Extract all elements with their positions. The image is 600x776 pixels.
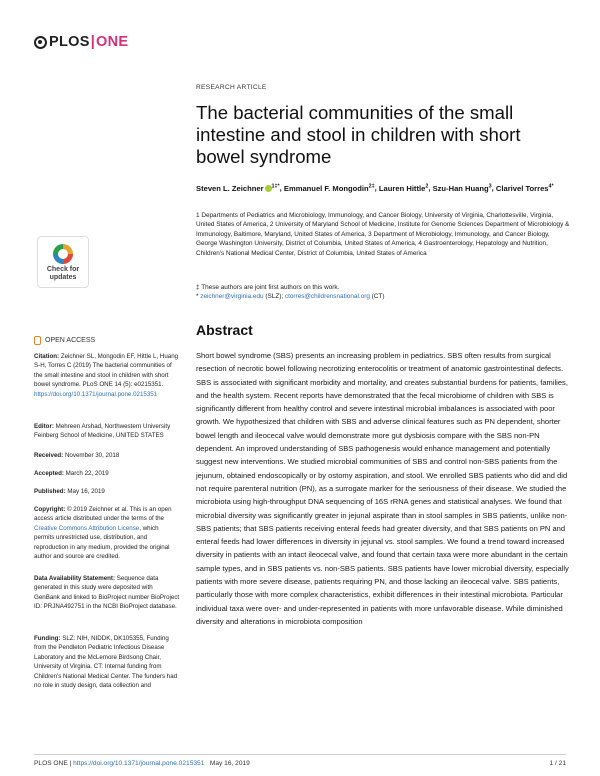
abstract-heading: Abstract xyxy=(196,322,253,338)
funding-block: Funding: SLZ: NIH, NIDDK, DK105355, Funding from the Pendleton Pediatric Infectious Disease Laboratory and the McLemore Birdsong Chair, University of Virginia. CT: Internal funding from Children's National Medical Center. The funders had no role in study design, data collection and xyxy=(34,635,178,690)
logo-plos-text: PLOS xyxy=(49,34,90,50)
citation-doi-link[interactable]: https://doi.org/10.1371/journal.pone.0215351 xyxy=(34,390,158,398)
open-access-lock-icon xyxy=(34,336,41,345)
plos-logo-icon xyxy=(34,36,47,49)
open-access-label: OPEN ACCESS xyxy=(45,337,96,344)
license-link[interactable]: Creative Commons Attribution License xyxy=(34,524,140,532)
footer-date: May 16, 2019 xyxy=(209,760,250,767)
email-link[interactable]: ctorres@childrensnational.org xyxy=(284,293,370,301)
joint-author-note: ‡ These authors are joint first authors on this work. xyxy=(196,284,340,291)
accepted-block: Accepted: March 22, 2019 xyxy=(34,470,109,477)
author[interactable]: Clarivel Torres$^{4*}$ xyxy=(495,183,554,193)
received-block: Received: November 30, 2018 xyxy=(34,452,120,459)
footer-doi-link[interactable]: https://doi.org/10.1371/journal.pone.0215351 xyxy=(73,760,205,767)
editor-block: Editor: Mehreen Arshad, Northwestern University Feinberg School of Medicine, UNITED STATES xyxy=(34,423,171,440)
published-block: Published: May 16, 2019 xyxy=(34,488,105,495)
data-availability-block: Data Availability Statement: Sequence data generated in this study were deposited with GenBank and linked to BioProject number BioProject ID: PRJNA492751 in the NCBI BioProject database. xyxy=(34,575,180,611)
author[interactable]: Szu-Han Huang$^3$ xyxy=(432,183,492,193)
author[interactable]: Lauren Hittle$^2$ xyxy=(378,183,429,193)
logo-separator: | xyxy=(90,34,96,50)
page-number: 1 / 21 xyxy=(549,760,566,767)
author[interactable]: Emmanuel F. Mongodin$^{2\ddagger}$ xyxy=(283,183,375,193)
footer-citation: PLOS ONE | https://doi.org/10.1371/journal.pone.0215351 May 16, 2019 xyxy=(34,760,250,767)
footer-divider xyxy=(34,754,566,755)
sidebar xyxy=(34,236,180,288)
orcid-icon[interactable] xyxy=(265,185,272,192)
article-type: RESEARCH ARTICLE xyxy=(196,84,267,91)
logo-one-text: ONE xyxy=(96,34,129,50)
correspondence-emails: * zeichner@virginia.edu (SLZ); ctorres@childrensnational.org (CT) xyxy=(196,293,385,301)
citation-block: Citation: Zeichner SL, Mongodin EF, Hittle L, Huang S-H, Torres C (2019) The bacterial communities of the small intestine and stool in children with short bowel syndrome. PLoS ONE 14 (5): e0215351. https://doi.org/10.1371/journal.pone.0215351 xyxy=(34,353,179,398)
copyright-block: Copyright: © 2019 Zeichner et al. This is an open access article distributed under the terms of the Creative Commons Attribution License, which permits unrestricted use, distribution, and reproduction in any medium, provided the original author and source are credited. xyxy=(34,506,172,561)
email-link[interactable]: zeichner@virginia.edu xyxy=(200,293,264,301)
article-title: The bacterial communities of the small intestine and stool in children with short bowel syndrome xyxy=(196,102,521,167)
abstract-text: Short bowel syndrome (SBS) presents an increasing problem in pediatrics. SBS often results from surgical resection of necrotic bowel following necrotizing enterocolitis or treatment of anatomic gastrointestinal defects. SBS is associated with significant morbidity and mortality, and creates substantial burdens for patients, families, and the health system. Recent reports have demonstrated that the fecal microbiome of children with SBS is significantly different from healthy control and severe intestinal microbial imbalances is associated with poor growth. We hypothesized that children with SBS and adverse clinical features such as PN dependent, shorter bowel length and ileocecal valve would demonstrate more gut dysbiosis compare with the SBS non-PN dependent. An improved understanding of SBS pathogenesis would enhance management and potentially suggest new interventions. We studied microbial communities of SBS and control non-SBS patients from the jejunum, obtained endoscopically or by ostomy aspiration, and stool. We enrolled SBS patients who did and did not require parenteral nutrition (PN), as a surrogate marker for the seriousness of their disease. We studied the microbiota using high-throughput DNA sequencing of 16S rRNA genes and statistical analyses. We found that microbial diversity was significantly greater in jejunal aspirate than in stool samples in SBS patients, unlike non-SBS patients; that SBS patients receiving enteral feeds had greater diversity, and that SBS patients on PN and enteral feeds had lower differences in diversity in jejunal vs. stool samples. We found a trend toward increased diversity in patients with an intact ileocecal valve, and found that certain taxa were more abundant in the certain sample types, and in SBS patients vs. non-SBS patients. SBS patients have lower microbial diversity, especially patients with more severe disease, patients requiring PN, and those lacking an ileocecal valve. SBS patients, particularly those with more complex characteristics, exhibit differences in their intestinal microbiota. Particular individual taxa were over- and under-represented in patients with more unfavorable disease. While diminished diversity and alterations in microbiota composition xyxy=(196,351,569,626)
check-updates-label: Check for updates xyxy=(46,266,80,281)
crossmark-icon xyxy=(53,244,73,264)
affiliations: 1 Departments of Pediatrics and Microbiology, Immunology, and Cancer Biology, University of Virginia, Charlottesville, Virginia, United States of America, 2 University of Maryland School of Medicine, Institute for Genome Sciences Department of Microbiology & Immunology, Baltimore, Maryland, United States of America, 3 Department of Microbiology, Immunology, and Cancer Biology, George Washington University, District of Columbia, United States of America, 4 Gastroenterology, Hepatology and Nutrition, Children's National Medical Center, District of Columbia, United States of America xyxy=(196,212,570,257)
author-notes xyxy=(196,283,571,302)
journal-logo[interactable] xyxy=(34,34,128,50)
author[interactable]: Steven L. Zeichner $^{1\ddagger*}$ xyxy=(196,183,280,193)
check-for-updates-badge[interactable] xyxy=(37,236,89,288)
page-footer xyxy=(34,760,566,767)
author-list: Steven L. Zeichner $^{1\ddagger*}$, Emmanuel F. Mongodin$^{2\ddagger}$, Lauren Hittle$^2$, Szu-Han Huang$^3$, Clarivel Torres$^{4*}$ xyxy=(196,183,554,193)
open-access-indicator xyxy=(34,336,95,345)
